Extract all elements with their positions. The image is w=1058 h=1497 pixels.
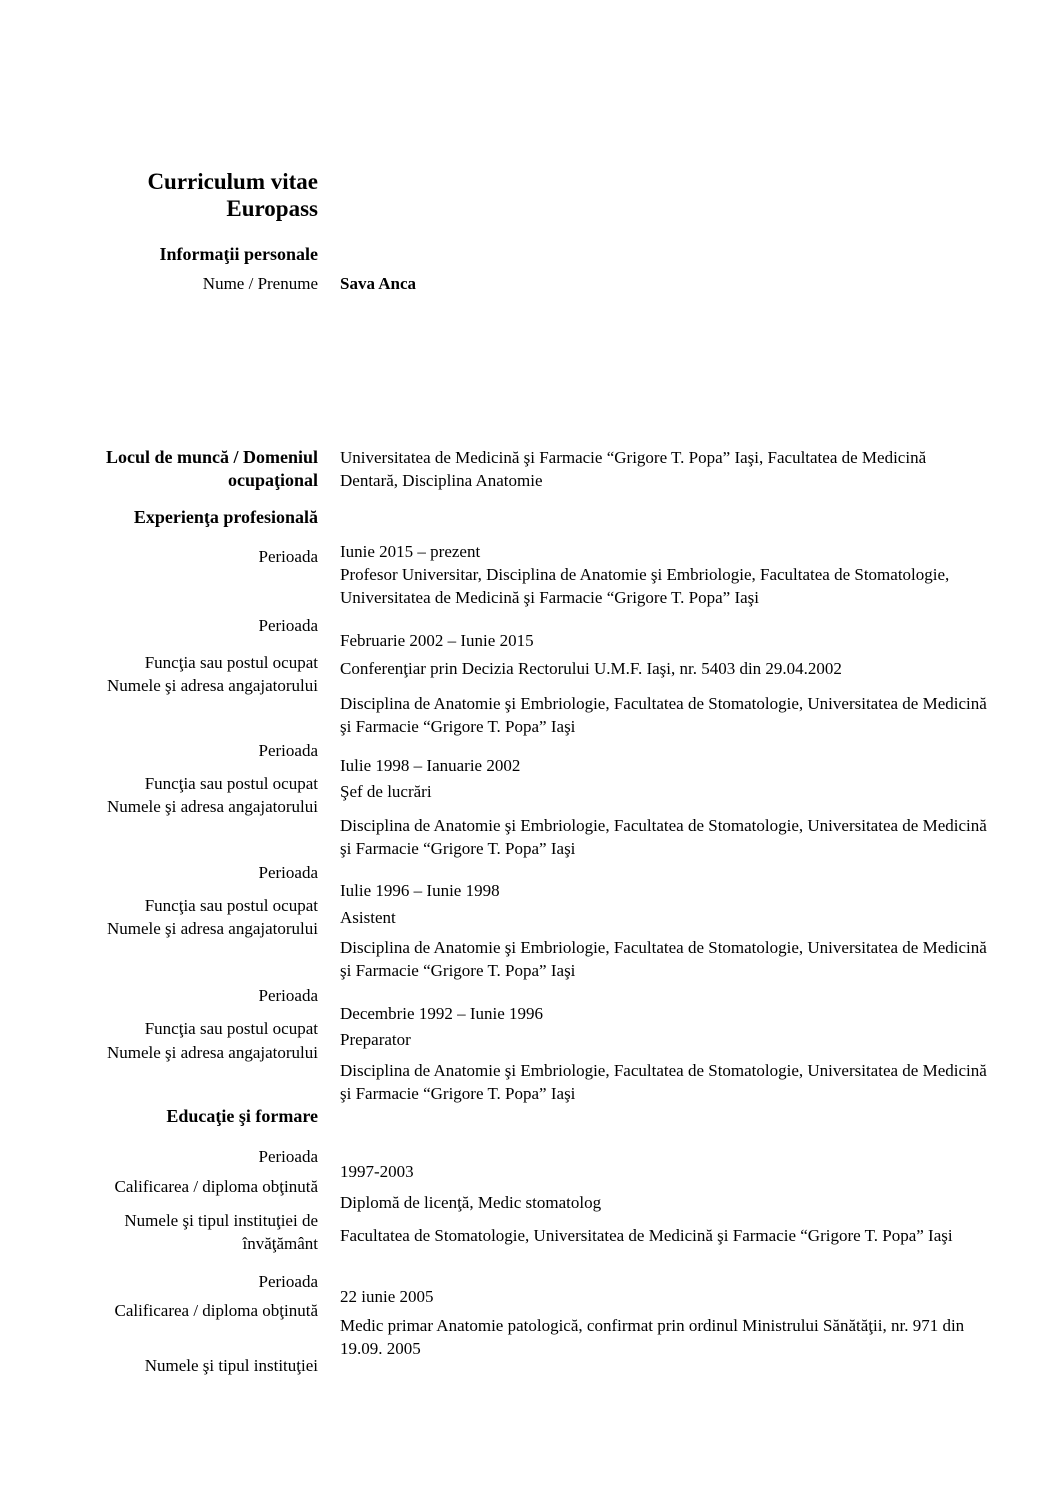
exp4-employer-label: Numele şi adresa angajatorului: [106, 919, 318, 938]
edu1-period-value: 1997-2003: [340, 1162, 414, 1181]
exp4-position-value: Asistent: [340, 908, 396, 927]
section-heading-education: Educaţie şi formare: [166, 1106, 318, 1126]
exp1-position-text: Profesor Universitar, Disciplina de Anatomie şi Embriologie, Facultatea de Stomatologie, Universitatea de Medicină şi Farmacie “Grigore T. Popa” Iaşi: [340, 565, 950, 607]
exp3-position-label: Funcţia sau postul ocupat: [144, 774, 318, 793]
edu1-period-label: Perioada: [258, 1147, 318, 1166]
document-title-line2: Europass: [226, 196, 318, 221]
exp3-period-value: Iulie 1998 – Ianuarie 2002: [340, 756, 521, 775]
exp2-period-value: Februarie 2002 – Iunie 2015: [340, 631, 534, 650]
edu2-period-value: 22 iunie 2005: [340, 1287, 434, 1306]
exp4-position-label: Funcţia sau postul ocupat: [144, 896, 318, 915]
exp1-period-label: Perioada: [258, 547, 318, 566]
name-label: Nume / Prenume: [202, 274, 318, 293]
exp4-period-value: Iulie 1996 – Iunie 1998: [340, 881, 500, 900]
exp5-employer-label: Numele şi adresa angajatorului: [106, 1043, 318, 1062]
exp3-position-value: Şef de lucrări: [340, 782, 432, 801]
exp4-period-label: Perioada: [258, 863, 318, 882]
name-value: Sava Anca: [340, 274, 417, 293]
exp3-period-label: Perioada: [258, 741, 318, 760]
exp2-employer-label: Numele şi adresa angajatorului: [106, 676, 318, 695]
exp4-employer-value: Disciplina de Anatomie şi Embriologie, Facultatea de Stomatologie, Universitatea de Medicină şi Farmacie “Grigore T. Popa” Iaşi: [340, 938, 987, 980]
edu1-qualification-value: Diplomă de licenţă, Medic stomatolog: [340, 1193, 602, 1212]
exp1-period-value: [340, 540, 998, 609]
edu1-institution-label: Numele şi tipul instituţiei de învăţământ: [124, 1211, 318, 1253]
exp5-employer-value: Disciplina de Anatomie şi Embriologie, Facultatea de Stomatologie, Universitatea de Medicină şi Farmacie “Grigore T. Popa” Iaşi: [340, 1061, 987, 1103]
exp1-period-text: Iunie 2015 – prezent: [340, 542, 481, 561]
exp2-position-label: Funcţia sau postul ocupat: [144, 653, 318, 672]
edu2-institution-label: Numele şi tipul instituţiei: [144, 1356, 318, 1375]
edu2-period-label: Perioada: [258, 1272, 318, 1291]
edu1-institution-value: Facultatea de Stomatologie, Universitatea de Medicină şi Farmacie “Grigore T. Popa” Iaşi: [340, 1226, 953, 1245]
document-title-line1: Curriculum vitae: [147, 169, 318, 194]
workplace-label: Locul de muncă / Domeniul ocupaţional: [105, 447, 318, 490]
section-heading-experience: Experienţa profesională: [133, 507, 318, 527]
exp5-position-value: Preparator: [340, 1030, 411, 1049]
exp2-position-value: Conferenţiar prin Decizia Rectorului U.M.F. Iaşi, nr. 5403 din 29.04.2002: [340, 659, 842, 678]
exp3-employer-value: Disciplina de Anatomie şi Embriologie, Facultatea de Stomatologie, Universitatea de Medicină şi Farmacie “Grigore T. Popa” Iaşi: [340, 816, 987, 858]
exp2-period-label: Perioada: [258, 616, 318, 635]
workplace-value: Universitatea de Medicină şi Farmacie “Grigore T. Popa” Iaşi, Facultatea de Medicină Dentară, Disciplina Anatomie: [340, 448, 927, 490]
exp5-position-label: Funcţia sau postul ocupat: [144, 1019, 318, 1038]
exp2-employer-value: Disciplina de Anatomie şi Embriologie, Facultatea de Stomatologie, Universitatea de Medicină şi Farmacie “Grigore T. Popa” Iaşi: [340, 694, 987, 736]
document-title: [60, 168, 318, 222]
exp5-period-value: Decembrie 1992 – Iunie 1996: [340, 1004, 543, 1023]
edu2-qualification-value: Medic primar Anatomie patologică, confirmat prin ordinul Ministrului Sănătăţii, nr. 971 din 19.09. 2005: [340, 1316, 965, 1358]
edu2-qualification-label: Calificarea / diploma obţinută: [114, 1301, 318, 1320]
edu1-qualification-label: Calificarea / diploma obţinută: [114, 1177, 318, 1196]
section-heading-personal: Informaţii personale: [159, 244, 318, 264]
exp3-employer-label: Numele şi adresa angajatorului: [106, 797, 318, 816]
exp5-period-label: Perioada: [258, 986, 318, 1005]
